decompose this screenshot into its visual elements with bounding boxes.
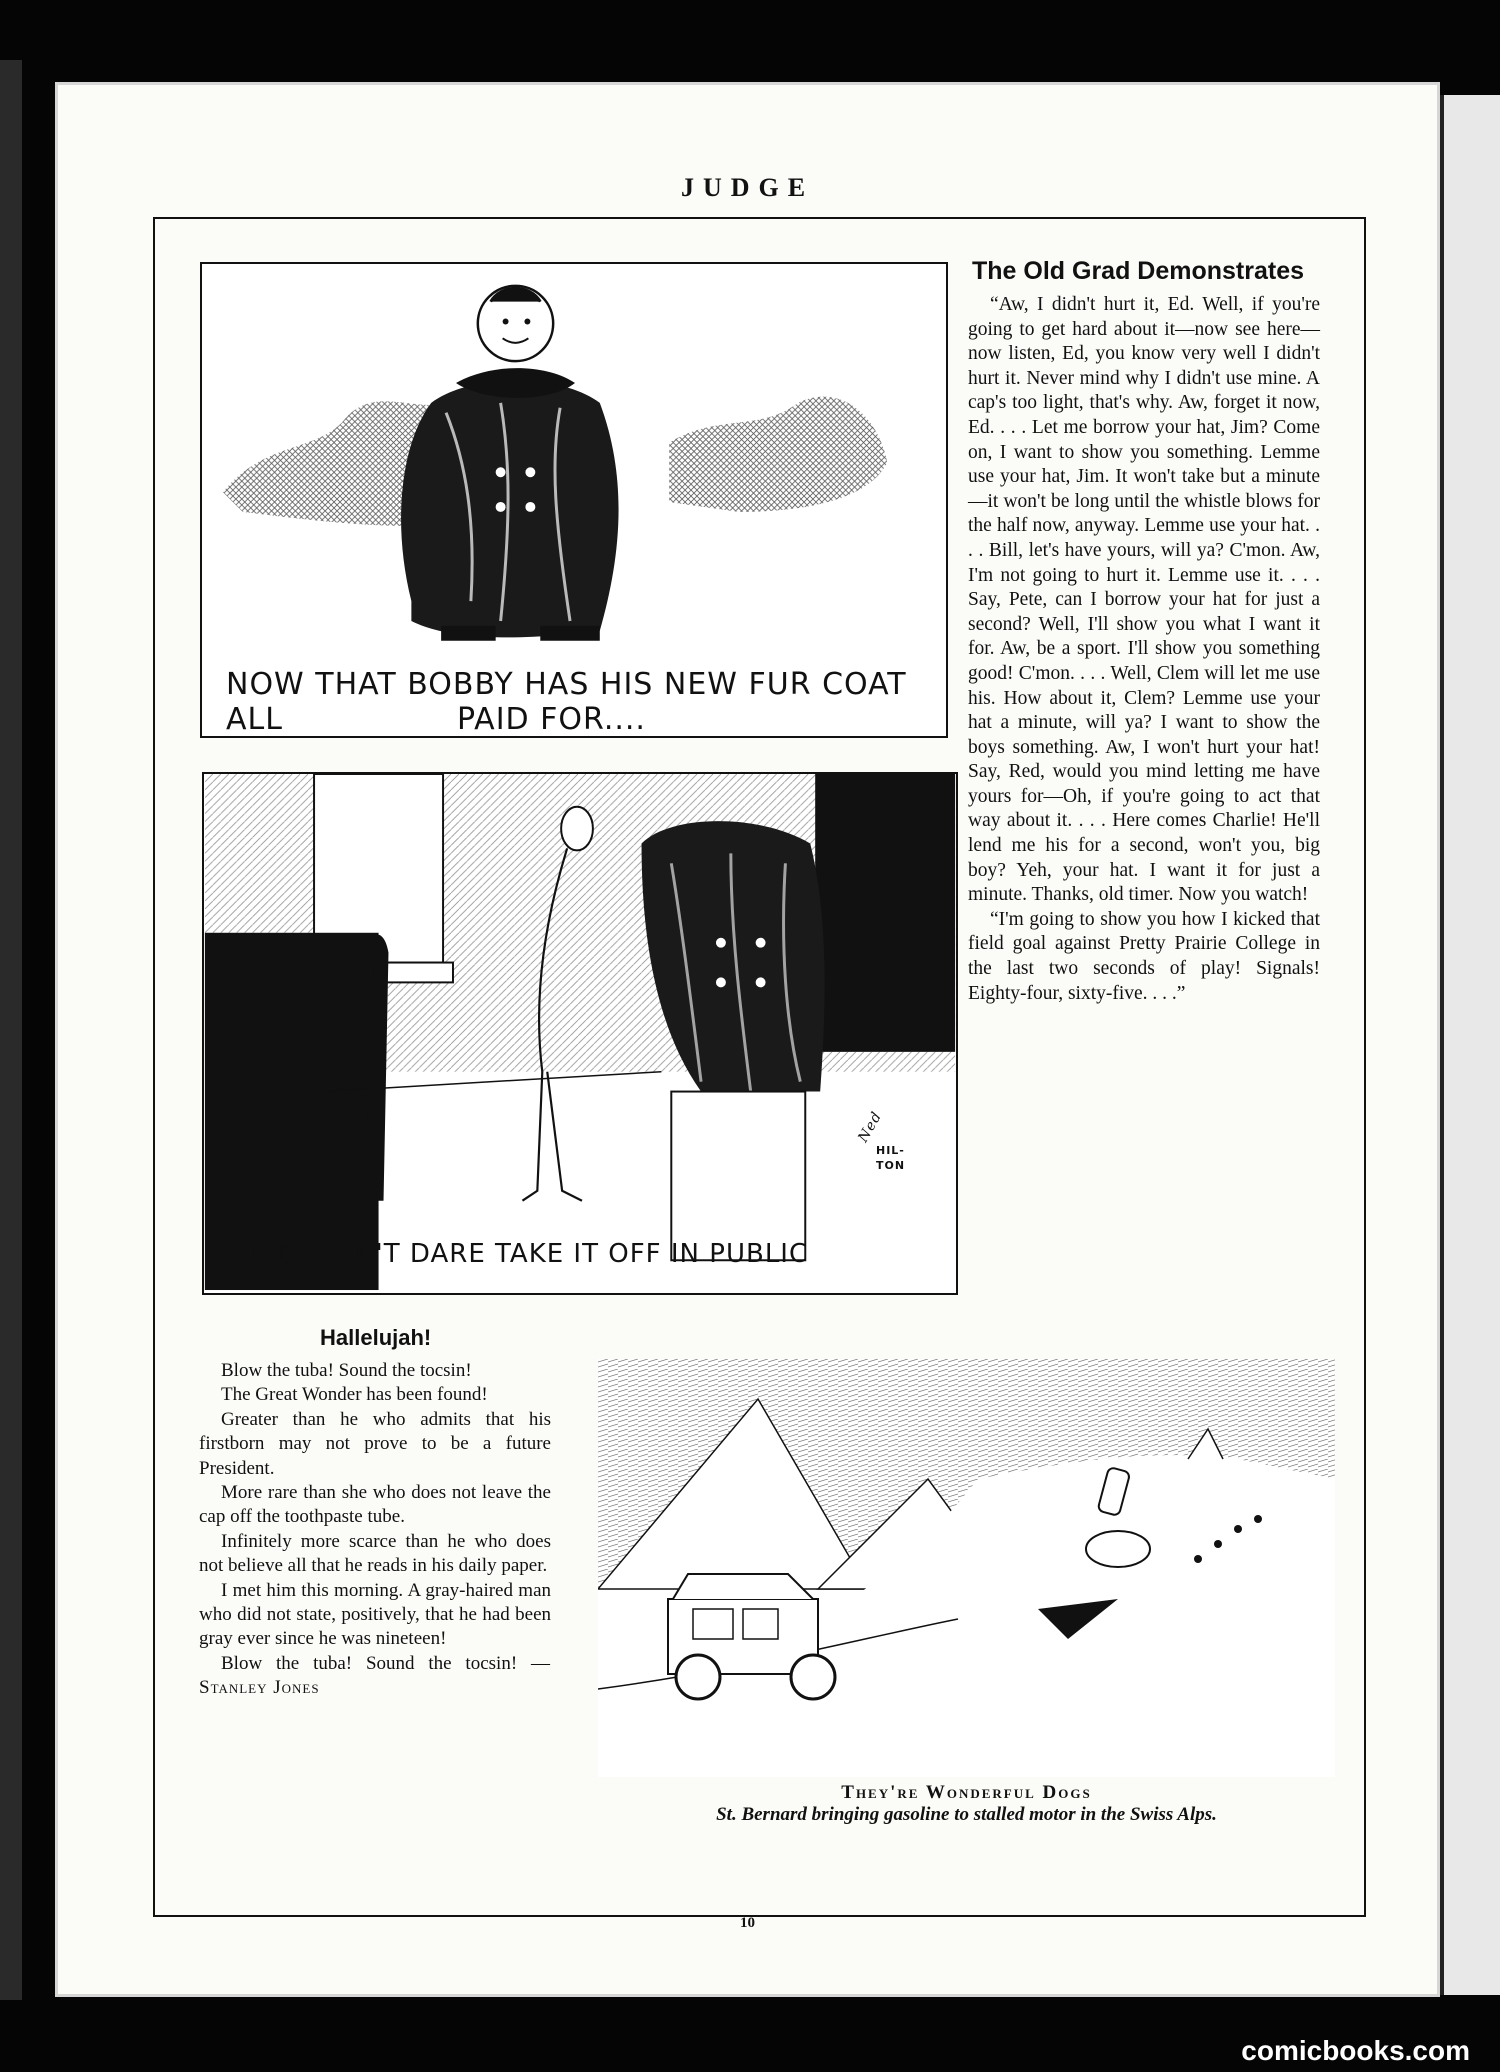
old-grad-paragraph-1: “Aw, I didn't hurt it, Ed. Well, if you're going to get hard about it—now see here—now listen, Ed, you know very well I didn't hurt it. Never mind why I didn't use mine. A cap's too light, that's why. Aw, forget it now, Ed. . . . Let me borrow your hat, Jim? Come on, I want to show you something. Lemme use your hat, Jim. It won't take but a minute—it won't be long until the whistle blows for the half now, anyway. Lemme use your hat. . . . Bill, let's have yours, will ya? C'mon. Aw, I'm not going to hurt it. Lemme use it. . . . Say, Pete, can I borrow your hat for just a second? Well, I'll show you what I want it for. Aw, be a sport. I'll show you something good! C'mon. . . . Well, Clem will let me use his. How about it, Clem? Lemme use your hat a minute, will ya? I want to show the boys something. Aw, I won't hurt your hat! Say, Red, would you mind letting me have yours for—Oh, if you're going to act that way about it. . . . Here comes Charlie! He'll lend me his for a second, won't you, big boy? Yeh, your hat. I want it for just a minute. Thanks, old timer. Now you watch! [968, 294, 1320, 906]
hallelujah-title: Hallelujah! [320, 1325, 432, 1350]
bedroom-illustration [204, 774, 956, 1293]
hallelujah-line-6: I met him this morning. A gray-haired man who did not state, positively, that he had been gray ever since he was nineteen! [199, 1579, 551, 1650]
site-watermark: comicbooks.com [1241, 2035, 1470, 2066]
old-grad-paragraph-2: “I'm going to show you how I kicked that field goal against Pretty Prairie College in the last two seconds of play! Signals! Eighty-four, sixty-five. . . .” [968, 908, 1320, 1004]
book-page-stack [1438, 95, 1500, 1995]
bedroom-signature-ton: TON [876, 1159, 906, 1172]
magazine-page [55, 82, 1440, 1997]
bedroom-signature-hil: HIL- [876, 1144, 905, 1157]
st-bernard-illustration [598, 1359, 1335, 1777]
fur-coat-caption-line2: PAID FOR.... [457, 702, 646, 737]
masthead: JUDGE [680, 173, 815, 202]
st-bernard-caption-title: They're Wonderful Dogs [841, 1782, 1092, 1803]
hallelujah-line-7 [199, 1652, 551, 1701]
hallelujah-author: —Stanley Jones [199, 1652, 552, 1699]
cartoon-fur-coat-panel [200, 262, 948, 738]
hallelujah-line-4: More rare than she who does not leave the cap off the toothpaste tube. [199, 1482, 551, 1528]
st-bernard-caption-subtitle: St. Bernard bringing gasoline to stalled motor in the Swiss Alps. [716, 1804, 1217, 1825]
content-frame [153, 217, 1366, 1917]
bedroom-caption: ..HE DOESN'T DARE TAKE IT OFF IN PUBLIC [212, 1239, 809, 1269]
bedroom-signature-ned: Ned [855, 1108, 886, 1146]
page-number: 10 [740, 1915, 755, 1931]
hallelujah-line-5: Infinitely more scarce than he who does not believe all that he reads in his daily paper. [199, 1530, 551, 1577]
hallelujah-poem [199, 1359, 551, 1701]
hallelujah-closing: Blow the tuba! Sound the tocsin! [221, 1652, 518, 1674]
cartoon-st-bernard-panel [598, 1359, 1335, 1777]
hallelujah-line-3: Greater than he who admits that his firstborn may not prove to be a future President. [199, 1408, 551, 1479]
fur-coat-caption-line1: NOW THAT BOBBY HAS HIS NEW FUR COAT ALL [226, 667, 907, 737]
cartoon-bedroom-panel [202, 772, 958, 1295]
fur-coat-illustration [202, 264, 946, 736]
hallelujah-line-2: The Great Wonder has been found! [221, 1384, 488, 1406]
st-bernard-caption [598, 1782, 1335, 1826]
book-spine-edge [0, 60, 22, 2000]
hallelujah-line-1: Blow the tuba! Sound the tocsin! [221, 1360, 472, 1381]
old-grad-title: The Old Grad Demonstrates [972, 257, 1305, 285]
old-grad-story [968, 293, 1320, 1006]
